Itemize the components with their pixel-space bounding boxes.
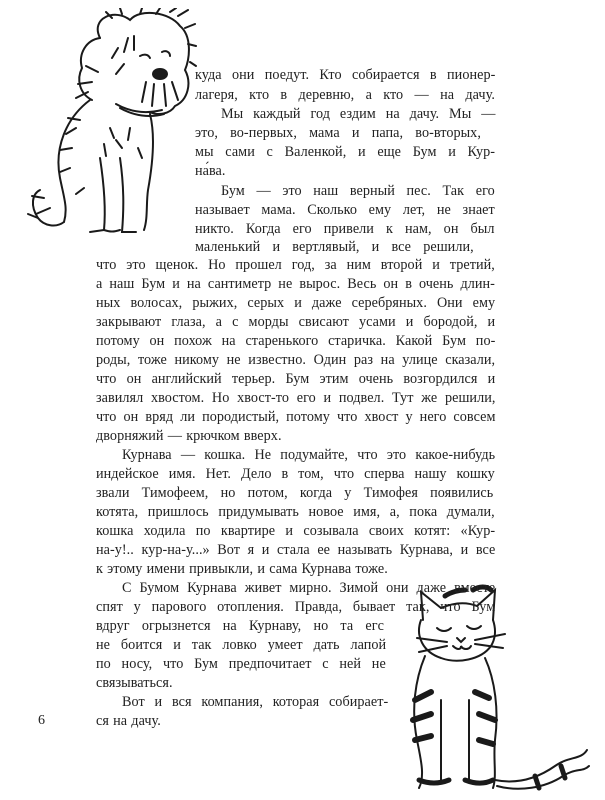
text-line: индейское имя. Нет. Дело в том, что сперва нашу кошку	[96, 466, 495, 482]
text-line: С Бумом Курнава живет мирно. Зимой они даже вместе	[122, 580, 496, 596]
text-line: это, во-первых, мама и папа, во-вторых,	[195, 125, 481, 141]
text-line: роды, тоже никому не известно. Один раз на улице сказали,	[96, 352, 496, 368]
text-line: что это щенок. Но прошел год, за ним второй и третий,	[96, 257, 495, 273]
dog-illustration	[20, 8, 200, 240]
text-line: лагеря, кто в деревню, а кто — на дачу.	[195, 87, 495, 103]
text-line: закрывают глаза, а с морды свисают усами и бородой, и	[96, 314, 496, 330]
text-line: Курнава — кошка. Не подумайте, что это какое-нибудь	[122, 447, 496, 463]
text-line: Бум — это наш верный пес. Так его	[221, 183, 495, 199]
page-number: 6	[38, 713, 45, 728]
text-line: завилял хвостом. Но хвост-то его и подвел. Тут же решили,	[96, 390, 496, 406]
text-line: не боится и так ловко умеет дать лапой	[96, 637, 387, 653]
text-line: а наш Бум и на сантиметр не вырос. Весь он в очень длин-	[96, 276, 495, 292]
text-line: что он английский терьер. Бум этим очень возгордился и	[96, 371, 496, 387]
text-line: кошка ходила по квартире и созывала своих котят: «Кур-	[96, 523, 496, 539]
text-line: звали Тимофеем, но потом, когда у Тимофея появились	[96, 485, 494, 501]
text-line: что он вряд ли породистый, потому что хвост у него совсем	[96, 409, 496, 425]
text-line: на́ва.	[195, 163, 226, 179]
text-line: потому он похож на старенького старичка. Какой Бум по-	[96, 333, 496, 349]
text-line: котята, пришлось придумывать новое имя, а, пока думали,	[96, 504, 495, 520]
text-line: мы сами с Валенкой, и еще Бум и Кур-	[195, 144, 496, 160]
text-line: вдруг огрызнется на Курнаву, но та егс	[96, 618, 384, 634]
text-line: на-у!.. кур-на-у...» Вот я и стала ее называть Курнава, и все	[96, 542, 496, 558]
text-line: Мы каждый год ездим на дачу. Мы —	[221, 106, 496, 122]
text-line: связываться.	[96, 675, 173, 691]
text-line: по носу, что Бум предпочитает с ней не	[96, 656, 386, 672]
text-line: спят у парового отопления. Правда, бывает так, что Бум	[96, 599, 496, 615]
text-line: маленький и вертлявый, и все решили,	[195, 239, 474, 255]
text-line: Вот и вся компания, которая собирает-	[122, 694, 389, 710]
text-line: называет мама. Сколько ему лет, не знает	[195, 202, 495, 218]
text-line: ных волосах, рыжих, серых и даже серебряных. Они ему	[96, 295, 496, 311]
text-line: куда они поедут. Кто собирается в пионер-	[195, 67, 496, 83]
text-line: никто. Когда его привели к нам, он был	[195, 221, 495, 237]
text-line: дворняжий — крючком вверх.	[96, 428, 282, 444]
text-line: к этому имени привыкли, и сама Курнава тоже.	[96, 561, 388, 577]
text-line: ся на дачу.	[96, 713, 161, 729]
